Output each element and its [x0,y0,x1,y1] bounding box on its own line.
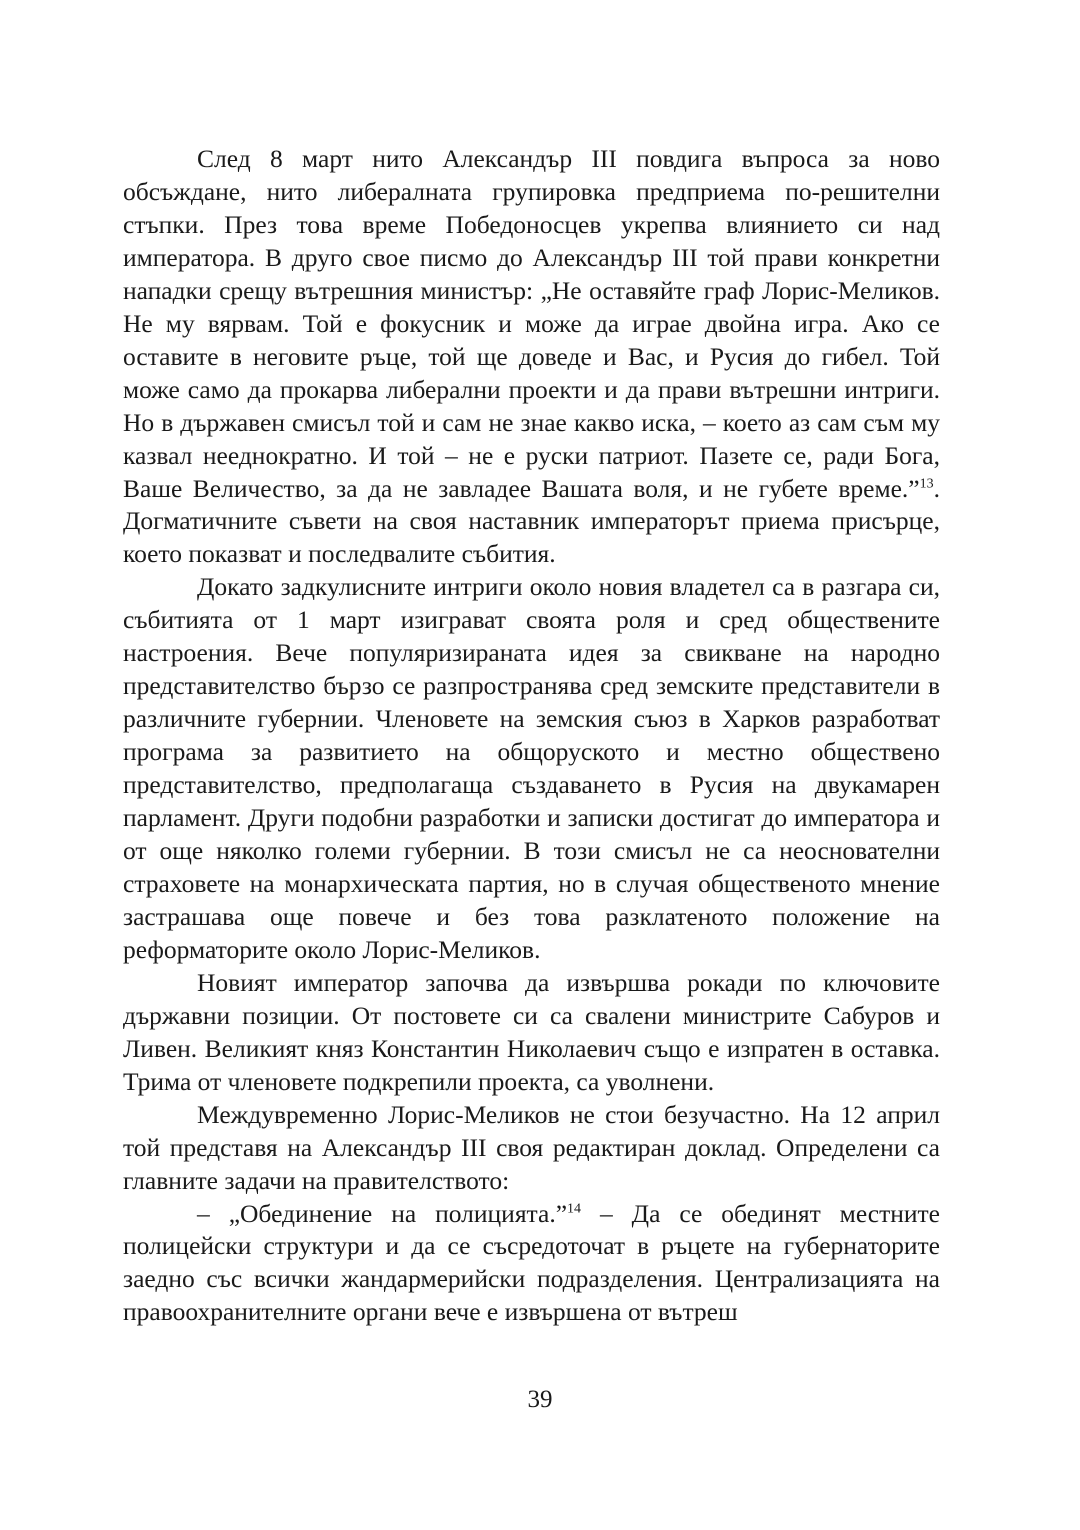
paragraph-4-text: Междувременно Лорис-Меликов не стои безучастно. На 12 април той представя на Александър III своя редактиран доклад. Определени са главните задачи на правителството: [123,1099,940,1195]
paragraph-1 [123,143,940,571]
paragraph-2 [123,571,940,966]
paragraph-1-text-b: . Догматичните съвети на своя наставник императорът приема присърце, което показват и последвалите събития. [123,473,940,569]
paragraph-5-text-b: – Да се обединят местните полицейски структури и да се съсредоточат в ръцете на губернаторите заедно със всички жандармерийски подразделения. Централизацията на правоохранителните органи вече е извършена от вътреш [123,1198,940,1327]
footnote-13-marker[interactable]: 13 [919,476,934,492]
paragraph-1-text-a: След 8 март нито Александър III повдига въпроса за ново обсъждане, нито либералната групировка предприема по-решителни стъпки. През това време Победоносцев укрепва влиянието си над императора. В друго свое писмо до Александър III той прави конкретни нападки срещу вътрешния министър: „Не оставяйте граф Лорис-Меликов. Не му вярвам. Той е фокусник и може да играе двойна игра. Ако се оставите в неговите ръце, той ще доведе и Вас, и Русия до гибел. Той може само да прокарва либерални проекти и да прави вътрешни интриги. Но в държавен смисъл той и сам не знае какво иска, – което аз сам съм му казвал нееднократно. И той – не е руски патриот. Пазете се, ради Бога, Ваше Величество, за да не завладее Вашата воля, и не губете време.” [123,144,940,503]
paragraph-5 [123,1198,940,1330]
paragraph-2-text: Докато задкулисните интриги около новия владетел са в разгара си, събитията от 1 март изиграват своята роля и сред обществените настроения. Вече популяризираната идея за свикване на народно представителство бързо се разпространява сред земските представители в различните губернии. Членовете на земския съюз в Харков разработват програма за развитието на общоруското и местно обществено представителство, предполагаща създаването в Русия на двукамарен парламент. Други подобни разработки и записки достигат до императора и от още няколко големи губернии. В този смисъл не са неоснователни страховете на монархическата партия, но в случая общественото мнение застрашава още повече и без това разклатеното положение на реформаторите около Лорис-Меликов. [123,572,940,964]
paragraph-3 [123,967,940,1099]
paragraph-5-text-a: – „Обединение на полицията.” [197,1198,568,1228]
paragraph-4 [123,1099,940,1198]
footnote-14-marker[interactable]: 14 [567,1201,582,1216]
page-number: 39 [527,1386,553,1413]
paragraph-3-text: Новият император започва да извършва рокади по ключовите държавни позиции. От постовете си са свалени министрите Сабуров и Ливен. Великият княз Константин Николаевич също е изпратен в оставка. Трима от членовете подкрепили проекта, са уволнени. [123,967,940,1096]
page-body [123,143,940,1329]
